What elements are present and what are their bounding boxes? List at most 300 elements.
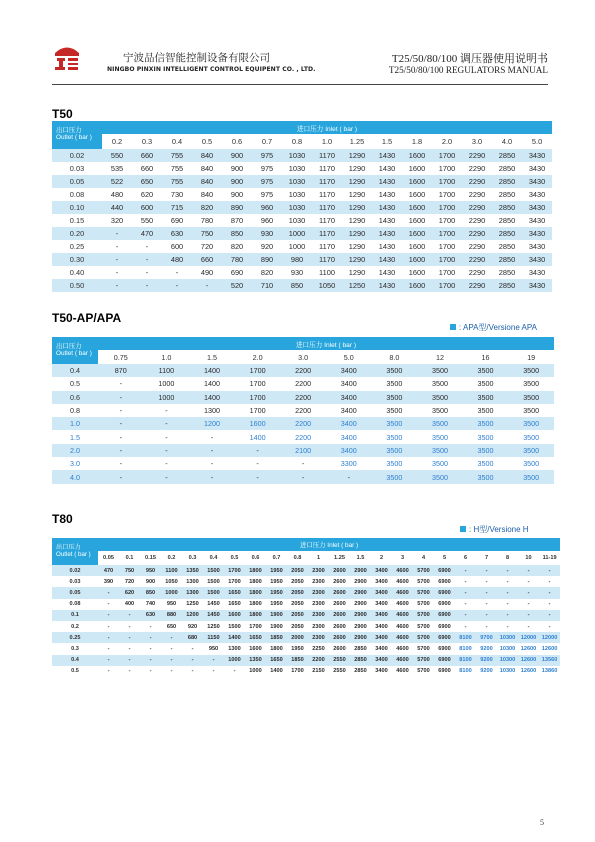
flow-value-cell: - [162,266,192,279]
outlet-row-header: 0.40 [52,266,102,279]
flow-value-cell: 5700 [413,655,434,666]
flow-value-cell: 1000 [282,240,312,253]
flow-value-cell: 720 [192,240,222,253]
flow-value-cell: 1170 [312,240,342,253]
flow-value-cell: 320 [102,214,132,227]
flow-value-cell: 3430 [522,253,552,266]
flow-value-cell: 920 [252,240,282,253]
table-row [52,240,552,253]
flow-value-cell: 1650 [245,632,266,643]
inlet-column-header: 1.8 [402,134,432,149]
flow-value-cell: 890 [252,253,282,266]
flow-value-cell: 1950 [266,565,287,576]
flow-value-cell: 3400 [371,565,392,576]
flow-value-cell: 3500 [508,430,554,443]
flow-table-t80 [52,538,560,677]
flow-value-cell: 2000 [287,632,308,643]
outlet-row-header: 0.20 [52,227,102,240]
flow-value-cell: - [98,377,144,390]
outlet-row-header: 0.5 [52,666,98,677]
inlet-column-header: 2.0 [235,350,281,364]
flow-value-cell: 12600 [518,643,539,654]
flow-value-cell: 1430 [372,201,402,214]
flow-value-cell: 3500 [463,444,509,457]
flow-value-cell: 2850 [492,201,522,214]
flow-value-cell: 840 [192,149,222,162]
table-row [52,587,560,598]
inlet-column-header: 11-19 [539,551,560,565]
inlet-column-header: 0.8 [282,134,312,149]
flow-value-cell: 3430 [522,149,552,162]
flow-value-cell: 1950 [287,643,308,654]
flow-value-cell: 4600 [392,599,413,610]
flow-value-cell: 3500 [372,470,418,483]
flow-value-cell: 2050 [287,610,308,621]
flow-value-cell: 1650 [224,587,245,598]
outlet-row-header: 0.50 [52,279,102,292]
flow-value-cell: 1500 [203,565,224,576]
flow-value-cell: 3430 [522,162,552,175]
inlet-column-header: 3.0 [280,350,326,364]
flow-value-cell: 850 [222,227,252,240]
legend-h [460,524,529,535]
outlet-pressure-header [52,538,98,565]
flow-value-cell: 3500 [417,391,463,404]
flow-value-cell: 1250 [342,279,372,292]
flow-value-cell: - [144,417,190,430]
flow-value-cell: 3400 [371,576,392,587]
flow-value-cell: 1450 [203,610,224,621]
outlet-row-header: 3.0 [52,457,98,470]
flow-value-cell: 2300 [308,565,329,576]
flow-value-cell: 630 [162,227,192,240]
flow-value-cell: 6900 [434,643,455,654]
flow-value-cell: 690 [222,266,252,279]
flow-value-cell: 1700 [235,404,281,417]
table-row [52,610,560,621]
flow-value-cell: 13560 [539,655,560,666]
flow-value-cell: 1030 [282,149,312,162]
outlet-row-header: 0.25 [52,240,102,253]
flow-value-cell: - [518,621,539,632]
flow-value-cell: 1100 [312,266,342,279]
flow-value-cell: 400 [119,599,140,610]
flow-value-cell: 3400 [326,377,372,390]
flow-value-cell: 8100 [455,643,476,654]
flow-value-cell: - [140,632,161,643]
flow-value-cell: - [539,610,560,621]
flow-value-cell: 2600 [329,632,350,643]
inlet-column-header: 2 [371,551,392,565]
flow-value-cell: 3430 [522,266,552,279]
flow-value-cell: 2050 [287,565,308,576]
flow-value-cell: 2850 [350,655,371,666]
flow-value-cell: - [518,599,539,610]
flow-value-cell: - [102,279,132,292]
flow-value-cell: - [161,632,182,643]
flow-value-cell: 1200 [182,610,203,621]
flow-value-cell: - [102,227,132,240]
flow-value-cell: 2300 [308,632,329,643]
flow-value-cell: - [132,253,162,266]
flow-value-cell: 1400 [189,364,235,377]
inlet-column-header: 0.5 [192,134,222,149]
flow-value-cell: 920 [182,621,203,632]
flow-value-cell: 1600 [402,175,432,188]
inlet-column-header: 1.5 [350,551,371,565]
flow-value-cell: 1600 [402,162,432,175]
outlet-row-header: 0.4 [52,364,98,377]
flow-value-cell: 3500 [508,404,554,417]
flow-value-cell: 2850 [492,162,522,175]
flow-value-cell: 6900 [434,599,455,610]
flow-value-cell: 3500 [372,391,418,404]
flow-value-cell: - [98,632,119,643]
inlet-column-header: 0.15 [140,551,161,565]
inlet-column-header: 0.3 [182,551,203,565]
flow-value-cell: 1950 [266,587,287,598]
flow-value-cell: 2250 [308,643,329,654]
flow-value-cell: 1000 [224,655,245,666]
flow-value-cell: 3500 [372,417,418,430]
flow-value-cell: 1500 [224,621,245,632]
company-name-cn: 宁波品信智能控制设备有限公司 [123,52,270,64]
flow-value-cell: 470 [132,227,162,240]
inlet-column-header: 0.5 [224,551,245,565]
flow-value-cell: 480 [162,253,192,266]
flow-value-cell: 2300 [308,599,329,610]
flow-value-cell: 900 [222,188,252,201]
flow-value-cell: 1900 [266,621,287,632]
flow-value-cell: 3500 [372,404,418,417]
outlet-row-header: 0.25 [52,632,98,643]
flow-value-cell: - [235,457,281,470]
flow-value-cell: 1300 [182,576,203,587]
flow-value-cell: - [235,444,281,457]
flow-value-cell: 3500 [508,444,554,457]
table-row [52,430,554,443]
flow-value-cell: 2900 [350,632,371,643]
flow-value-cell: 2600 [329,587,350,598]
flow-value-cell: 3500 [463,457,509,470]
flow-value-cell: 3500 [508,417,554,430]
flow-value-cell: 12000 [518,632,539,643]
flow-value-cell: 1170 [312,253,342,266]
flow-value-cell: - [102,253,132,266]
flow-value-cell: 3400 [371,610,392,621]
outlet-row-header: 0.3 [52,643,98,654]
outlet-row-header: 0.02 [52,149,102,162]
flow-value-cell: 820 [222,240,252,253]
flow-value-cell: 1700 [432,201,462,214]
flow-value-cell: 3400 [371,666,392,677]
flow-value-cell: 1600 [235,417,281,430]
flow-value-cell: 1030 [282,175,312,188]
flow-value-cell: 1600 [402,201,432,214]
flow-value-cell: 3500 [417,470,463,483]
flow-value-cell: 1700 [245,621,266,632]
flow-value-cell: 6900 [434,610,455,621]
flow-value-cell: 1030 [282,214,312,227]
flow-value-cell: 2290 [462,162,492,175]
flow-value-cell: 1800 [245,565,266,576]
flow-value-cell: 2050 [287,621,308,632]
flow-value-cell: 1290 [342,253,372,266]
flow-value-cell: 1700 [224,565,245,576]
outlet-pressure-header [52,121,102,149]
flow-value-cell: 3400 [371,599,392,610]
inlet-column-header: 0.05 [98,551,119,565]
flow-value-cell: - [98,444,144,457]
flow-value-cell: 720 [119,576,140,587]
flow-value-cell: 1700 [432,279,462,292]
flow-value-cell: 522 [102,175,132,188]
table-row [52,227,552,240]
flow-value-cell: 2300 [308,587,329,598]
flow-value-cell: 3500 [463,470,509,483]
flow-value-cell: - [497,565,518,576]
flow-value-cell: - [455,610,476,621]
flow-value-cell: - [203,666,224,677]
flow-value-cell: - [497,599,518,610]
flow-value-cell: 2290 [462,175,492,188]
flow-value-cell: 4600 [392,643,413,654]
flow-value-cell: 1030 [282,201,312,214]
table-row [52,214,552,227]
flow-value-cell: - [189,457,235,470]
flow-value-cell: - [144,457,190,470]
flow-value-cell: 10300 [497,666,518,677]
flow-value-cell: 3500 [417,364,463,377]
flow-value-cell: 12600 [518,655,539,666]
inlet-column-header: 3 [392,551,413,565]
flow-value-cell: 2900 [350,610,371,621]
flow-value-cell: - [98,457,144,470]
outlet-row-header: 0.02 [52,565,98,576]
flow-value-cell: 2290 [462,201,492,214]
inlet-column-header: 0.2 [161,551,182,565]
flow-value-cell: 1700 [432,214,462,227]
flow-value-cell: 3400 [371,587,392,598]
flow-value-cell: 1000 [144,391,190,404]
flow-value-cell: 2200 [280,430,326,443]
flow-value-cell: 3500 [417,417,463,430]
inlet-column-header: 1.0 [144,350,190,364]
flow-value-cell: 1030 [282,188,312,201]
flow-value-cell: 4600 [392,610,413,621]
flow-value-cell: 660 [132,149,162,162]
flow-value-cell: 3500 [372,364,418,377]
table-row [52,149,552,162]
flow-value-cell: 900 [140,576,161,587]
flow-value-cell: 850 [282,279,312,292]
flow-value-cell: 3500 [417,430,463,443]
section-title-t50: T50 [52,107,73,121]
flow-value-cell: 930 [282,266,312,279]
flow-value-cell: - [144,430,190,443]
flow-value-cell: 2600 [329,599,350,610]
flow-value-cell: - [476,565,497,576]
page-header [52,44,548,84]
flow-value-cell: 3500 [463,377,509,390]
flow-value-cell: 9200 [476,655,497,666]
flow-value-cell: 3400 [326,364,372,377]
flow-value-cell: 980 [282,253,312,266]
flow-value-cell: 1170 [312,227,342,240]
flow-value-cell: 1290 [342,175,372,188]
table-row [52,655,560,666]
flow-value-cell: 1650 [224,599,245,610]
flow-value-cell: - [98,655,119,666]
flow-value-cell: 750 [119,565,140,576]
flow-value-cell: 1650 [266,655,287,666]
flow-value-cell: 620 [132,188,162,201]
flow-value-cell: 3400 [371,621,392,632]
inlet-column-header: 3.0 [462,134,492,149]
flow-value-cell: 3400 [371,643,392,654]
inlet-column-header: 0.75 [98,350,144,364]
flow-value-cell: 2290 [462,227,492,240]
flow-value-cell: 870 [222,214,252,227]
flow-value-cell: - [161,666,182,677]
flow-value-cell: 2290 [462,279,492,292]
outlet-header-line: 出口压力 [56,342,82,350]
outlet-row-header: 0.2 [52,621,98,632]
flow-value-cell: 1700 [432,188,462,201]
flow-value-cell: 1700 [432,253,462,266]
flow-value-cell: - [98,599,119,610]
flow-value-cell: 2600 [329,576,350,587]
flow-value-cell: 1430 [372,149,402,162]
flow-value-cell: 4600 [392,655,413,666]
inlet-column-header: 0.8 [287,551,308,565]
flow-value-cell: 1700 [432,266,462,279]
flow-value-cell: 3500 [508,391,554,404]
flow-value-cell: - [161,655,182,666]
flow-value-cell: 1700 [432,149,462,162]
flow-value-cell: - [203,655,224,666]
flow-value-cell: 10300 [497,655,518,666]
flow-value-cell: - [189,444,235,457]
flow-value-cell: 650 [161,621,182,632]
flow-value-cell: - [189,430,235,443]
flow-value-cell: 535 [102,162,132,175]
flow-value-cell: 1290 [342,240,372,253]
inlet-column-header: 0.3 [132,134,162,149]
page-number: 5 [540,818,544,827]
flow-value-cell: 1430 [372,253,402,266]
flow-value-cell: 2600 [329,643,350,654]
flow-value-cell: - [455,576,476,587]
flow-value-cell: - [119,621,140,632]
legend-swatch-icon [460,526,466,532]
flow-value-cell: - [98,430,144,443]
flow-value-cell: 620 [119,587,140,598]
flow-value-cell: 1450 [203,599,224,610]
flow-value-cell: 5700 [413,610,434,621]
flow-value-cell: 3500 [417,404,463,417]
manual-title-en: T25/50/80/100 REGULATORS MANUAL [388,65,548,75]
flow-value-cell: 950 [161,599,182,610]
flow-value-cell: 1350 [182,565,203,576]
flow-value-cell: 1700 [235,391,281,404]
flow-value-cell: 3430 [522,188,552,201]
flow-value-cell: 2200 [308,655,329,666]
flow-value-cell: 1430 [372,279,402,292]
flow-value-cell: 1950 [266,599,287,610]
inlet-pressure-header: 进口压力 Inlet ( bar ) [98,538,560,551]
outlet-row-header: 0.05 [52,587,98,598]
flow-value-cell: 5700 [413,632,434,643]
flow-value-cell: 650 [132,175,162,188]
flow-value-cell: 3430 [522,279,552,292]
flow-value-cell: 2200 [280,364,326,377]
flow-value-cell: 1700 [235,364,281,377]
flow-value-cell: - [144,470,190,483]
flow-value-cell: 2300 [308,576,329,587]
flow-value-cell: - [119,643,140,654]
flow-value-cell: 1170 [312,162,342,175]
flow-value-cell: - [192,279,222,292]
flow-value-cell: 2550 [329,666,350,677]
flow-value-cell: 1900 [266,610,287,621]
flow-value-cell: 975 [252,175,282,188]
flow-value-cell: 1400 [189,391,235,404]
flow-value-cell: 660 [132,162,162,175]
flow-value-cell: 1430 [372,188,402,201]
flow-value-cell: - [518,565,539,576]
flow-value-cell: 2900 [350,587,371,598]
flow-value-cell: - [280,457,326,470]
flow-value-cell: 1600 [402,149,432,162]
flow-value-cell: 10300 [497,632,518,643]
company-logo-icon [52,44,82,74]
flow-value-cell: 880 [161,610,182,621]
flow-value-cell: 3430 [522,240,552,253]
legend-apa-label: : APA型/Versione APA [459,323,537,332]
outlet-row-header: 0.15 [52,214,102,227]
flow-value-cell: - [98,404,144,417]
inlet-column-header: 6 [455,551,476,565]
table-row [52,666,560,677]
flow-value-cell: 550 [132,214,162,227]
flow-value-cell: 3400 [371,655,392,666]
flow-value-cell: 12000 [539,632,560,643]
flow-value-cell: 12600 [539,643,560,654]
flow-value-cell: - [140,655,161,666]
flow-value-cell: 1430 [372,227,402,240]
flow-value-cell: 3500 [372,444,418,457]
flow-value-cell: - [140,643,161,654]
flow-value-cell: 950 [203,643,224,654]
flow-value-cell: 480 [102,188,132,201]
inlet-column-header: 0.2 [102,134,132,149]
flow-value-cell: 690 [162,214,192,227]
flow-value-cell: 2290 [462,253,492,266]
outlet-row-header: 0.8 [52,404,98,417]
flow-value-cell: 1300 [224,643,245,654]
flow-value-cell: 1600 [402,279,432,292]
flow-value-cell: 5700 [413,565,434,576]
flow-value-cell: 9700 [476,632,497,643]
flow-value-cell: 1300 [189,404,235,417]
flow-value-cell: 2290 [462,214,492,227]
flow-value-cell: 2600 [329,621,350,632]
flow-value-cell: 730 [162,188,192,201]
flow-value-cell: 820 [252,266,282,279]
flow-value-cell: 2200 [280,417,326,430]
flow-value-cell: 710 [252,279,282,292]
